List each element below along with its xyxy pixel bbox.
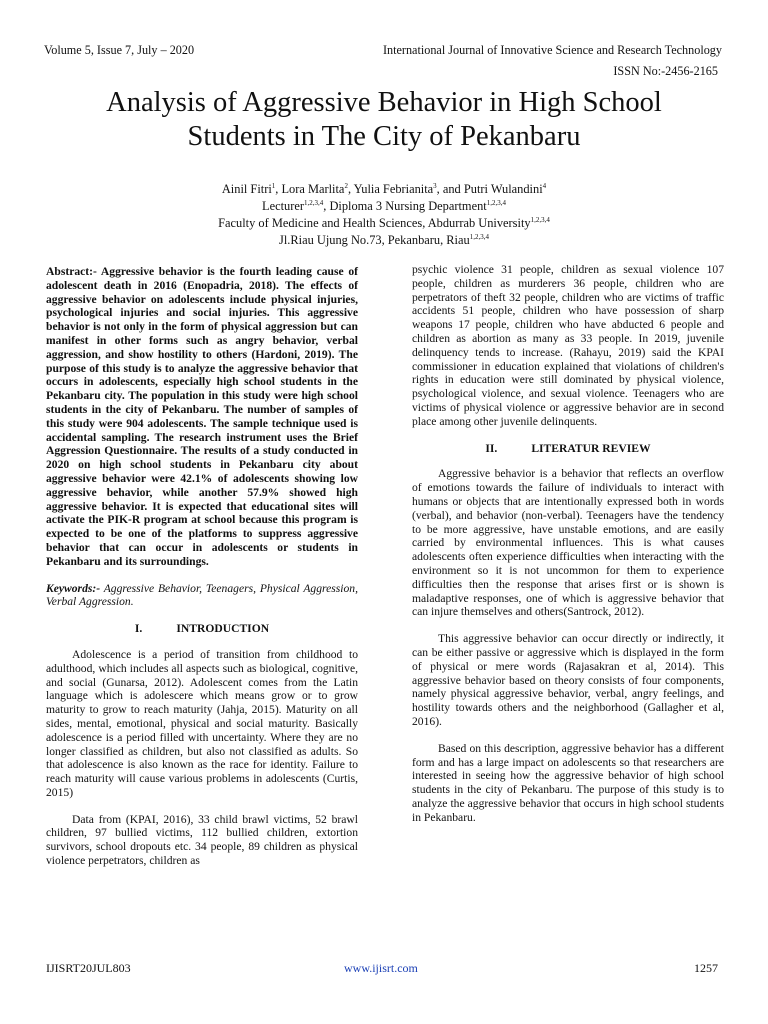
keywords: Keywords:- Aggressive Behavior, Teenagers, Physical Aggression, Verbal Aggression. <box>46 581 358 609</box>
right-column <box>412 263 724 837</box>
title-line-1: Analysis of Aggressive Behavior in High School <box>106 87 662 118</box>
paper-code: IJISRT20JUL803 <box>46 961 131 975</box>
title-line-2: Students in The City of Pekanbaru <box>187 121 581 152</box>
page-number: 1257 <box>694 961 718 975</box>
author-role: Lecturer$^{1,2,3,4}$, Diploma 3 Nursing Department$^{1,2,3,4}$ <box>262 199 506 214</box>
journal-url-link[interactable]: www.ijisrt.com <box>344 961 418 975</box>
journal-name: International Journal of Innovative Science and Research Technology <box>382 43 722 57</box>
paper-title <box>40 86 728 154</box>
literature-paragraph-3: Based on this description, aggressive behavior has a different form and has a large impact on adolescents so that researchers are interested in seeing how the aggressive behavior of high school students in the city of Pekanbaru. The purpose of this study is to analyze the aggressive behavior that occurs in high school students in Pekanbaru. <box>412 741 724 824</box>
left-column <box>46 265 358 881</box>
intro-paragraph-1: Adolescence is a period of transition from childhood to adulthood, which includes all aspects such as biological, cognitive, and social (Gunarsa, 2012). Adolescent comes from the Latin language which is adolescere which means grow or to grow maturity to grow to reach maturity (Jahja, 2015). Maturity on all sides, mental, emotional, physical and social maturity. Basically adolescence is a period filled with uncertainty. Where they are no longer classified as children, but also not classified as adults. So that adolescence is also known as the race for identity. Failure to reach maturity will cause various problems in adolescents (Curtis, 2015) <box>46 647 358 799</box>
section-heading-introduction: I. INTRODUCTION <box>134 622 270 636</box>
section-heading-literature: II. LITERATUR REVIEW <box>485 441 651 455</box>
issn: ISSN No:-2456-2165 <box>613 64 718 78</box>
author-affiliation: Faculty of Medicine and Health Sciences, Abdurrab University$^{1,2,3,4}$ <box>218 216 550 231</box>
intro-continuation: psychic violence 31 people, children as sexual violence 107 people, children as murderers 36 people, children who are perpetrators of theft 32 people, children who are victims of traffic accidents 51 people, children who have possession of sharp weapons 17 people, children who have abducted 6 people and children as abortion as many as 33 people. In 2019, juvenile delinquency tends to increase. (Rahayu, 2019) said the KPAI commissioner in education explained that violations of children's rights in education were still dominated by physical violence, psychological violence, and sexual violence. Teenagers who are victims of physical violence or aggressive behavior are in second place among other juvenile delinquents. <box>412 263 724 428</box>
literature-paragraph-1: Aggressive behavior is a behavior that reflects an overflow of emotions towards the failure of individuals to interact with humans or objects that are intentionally expressed both in words (verbal), and behavior (non-verbal). Teenagers have the tendency to be more aggressive, have unstable emotions, and are easily carried by environmental influences. This is what causes adolescents often experience difficulties when interacting with the environment so it is not uncommon for them to experience difficulties then the response that arises first or is shown is maladaptive responses, one of which is aggressive behavior that can injure themselves and others(Santrock, 2012). <box>412 467 724 619</box>
author-address: Jl.Riau Ujung No.73, Pekanbaru, Riau$^{1,2,3,4}$ <box>279 233 489 248</box>
author-names: Ainil Fitri$^1$, Lora Marlita$^2$, Yulia Febrianita$^3$, and Putri Wulandini$^4$ <box>221 182 547 197</box>
literature-paragraph-2: This aggressive behavior can occur directly or indirectly, it can be either passive or aggressive which is displayed in the form of physical or mere words (Rajasakran et al, 2014). This aggressive behavior based on theory consists of four components, namely physical aggressive behavior, verbal, angry feelings, and hostility towards others and the neighborhood (Gallagher et al, 2016). <box>412 632 724 728</box>
abstract: Abstract:- Aggressive behavior is the fourth leading cause of adolescent death in 2016 (Enopadria, 2018). The effects of aggressive behavior on adolescents include physical injuries, psychological injuries and social injuries. This aggressive behavior is not only in the form of physical aggression but can manifest in other forms such as angry behavior, verbal aggression, and show hostility to others (Hardoni, 2019). The purpose of this study is to analyze the aggressive behavior that occurs in adolescents, especially high school students in the Pekanbaru city. The population in this study were high school students in the city of Pekanbaru. The number of samples of this study were 904 adolescents. The sample technique used is accidental sampling. The research instrument uses the Brief Aggression Questionnaire. The results of a study conducted in 2020 on high school students in Pekanbaru city about aggressive behavior were 42.1% of adolescents showing low aggressive behavior, while another 57.9% showed high aggressive behavior. It is expected that educational sites will activate the PIK-R program at school because this program is expected to be one of the platforms to suppress aggressive behavior that can occur in adolescents or students in Pekanbaru and its surroundings. <box>46 265 358 568</box>
author-block <box>40 179 728 248</box>
volume-issue: Volume 5, Issue 7, July – 2020 <box>44 43 195 57</box>
intro-paragraph-2: Data from (KPAI, 2016), 33 child brawl victims, 52 brawl children, 97 bullied victims, 112 bullied children, extortion survivors, school dropouts etc. 34 people, 89 children as physical violence perpetrators, children as <box>46 812 358 868</box>
